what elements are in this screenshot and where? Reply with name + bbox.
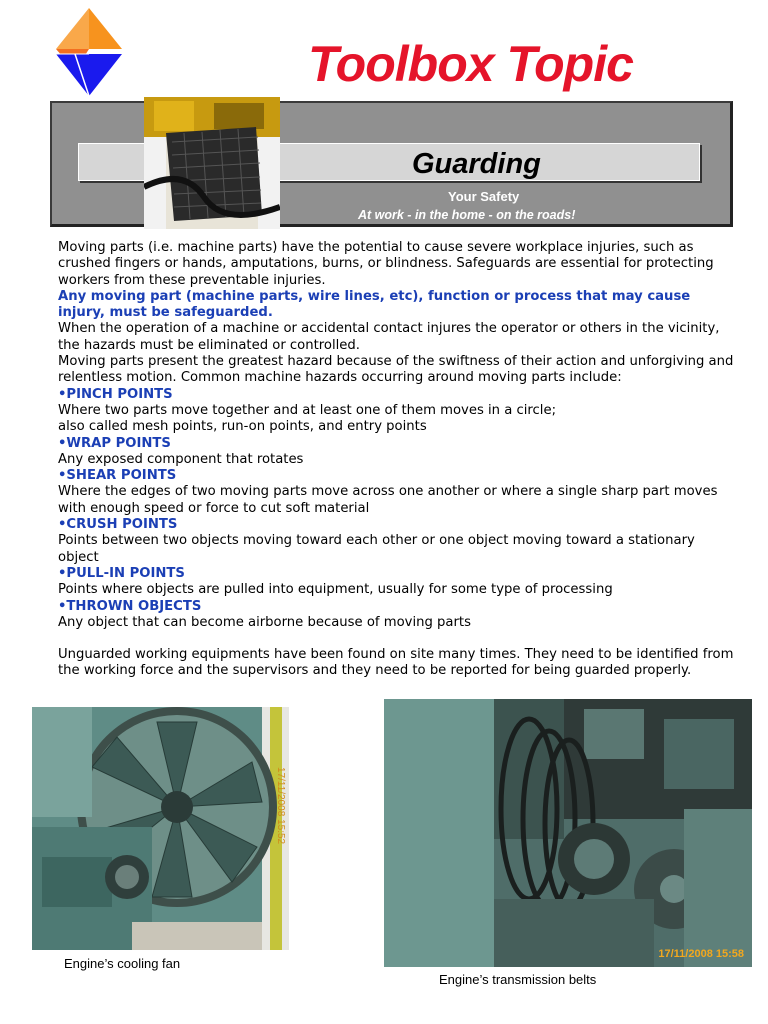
page-title: Toolbox Topic [308, 36, 633, 92]
banner-tagline: At work - in the home - on the roads! [358, 208, 576, 222]
closing-paragraph: Unguarded working equipments have been found on site many times. They need to be identified from the working force and the supervisors and they need to be reported for being guarded properly. [58, 647, 734, 679]
transmission-belts-photo [384, 699, 752, 967]
belts-caption: Engine’s transmission belts [439, 972, 597, 987]
hazard-desc-pinch: Where two parts move together and at least one of them moves in a circle; [58, 402, 557, 418]
cooling-fan-photo [32, 707, 289, 950]
paragraph-3: Moving parts present the greatest hazard because of the swiftness of their action and unforgiving and relentless motion. Common machine hazards occurring around moving parts include: [58, 354, 734, 386]
hazard-title-shear: •SHEAR POINTS [58, 468, 177, 484]
hazard-title-thrown: •THROWN OBJECTS [58, 598, 202, 614]
article-body [58, 240, 738, 680]
fan-photo-timestamp: 17/11/2008 15:52 [275, 767, 286, 845]
intro-paragraph: Moving parts (i.e. machine parts) have the potential to cause severe workplace injuries, such as crushed fingers or hands, amputations, burns, or blindness. Safeguards are essential for protecting workers from these preventable injuries. [58, 240, 714, 288]
belts-photo-timestamp: 17/11/2008 15:58 [658, 948, 744, 960]
fan-caption: Engine’s cooling fan [64, 956, 181, 971]
paragraph-2: When the operation of a machine or accidental contact injures the operator or others in the vicinity, the hazards must be eliminated or controlled. [58, 321, 720, 353]
hazard-title-crush: •CRUSH POINTS [58, 517, 178, 533]
hazard-desc-crush: Points between two objects moving toward each other or one object moving toward a stationary object [58, 533, 695, 565]
hazard-desc-wrap: Any exposed component that rotates [58, 451, 304, 467]
hazard-desc-pinch-2: also called mesh points, run-on points, and entry points [58, 419, 427, 435]
hazard-title-pinch: •PINCH POINTS [58, 386, 173, 402]
topic-heading: Guarding [412, 148, 541, 180]
emphasis-paragraph: Any moving part (machine parts, wire lines, etc), function or process that may cause injury, must be safeguarded. [58, 288, 691, 321]
hazard-desc-pull-in: Points where objects are pulled into equipment, usually for some type of processing [58, 582, 613, 598]
banner-subheading: Your Safety [448, 189, 520, 204]
diamond-logo-icon [56, 8, 122, 96]
hazard-title-wrap: •WRAP POINTS [58, 435, 171, 451]
hazard-desc-shear: Where the edges of two moving parts move across one another or where a single sharp part moves with enough speed or force to cut soft material [58, 484, 718, 516]
machine-guard-photo [144, 97, 280, 229]
hazard-desc-thrown: Any object that can become airborne because of moving parts [58, 614, 471, 630]
hazard-title-pull-in: •PULL-IN POINTS [58, 565, 185, 581]
